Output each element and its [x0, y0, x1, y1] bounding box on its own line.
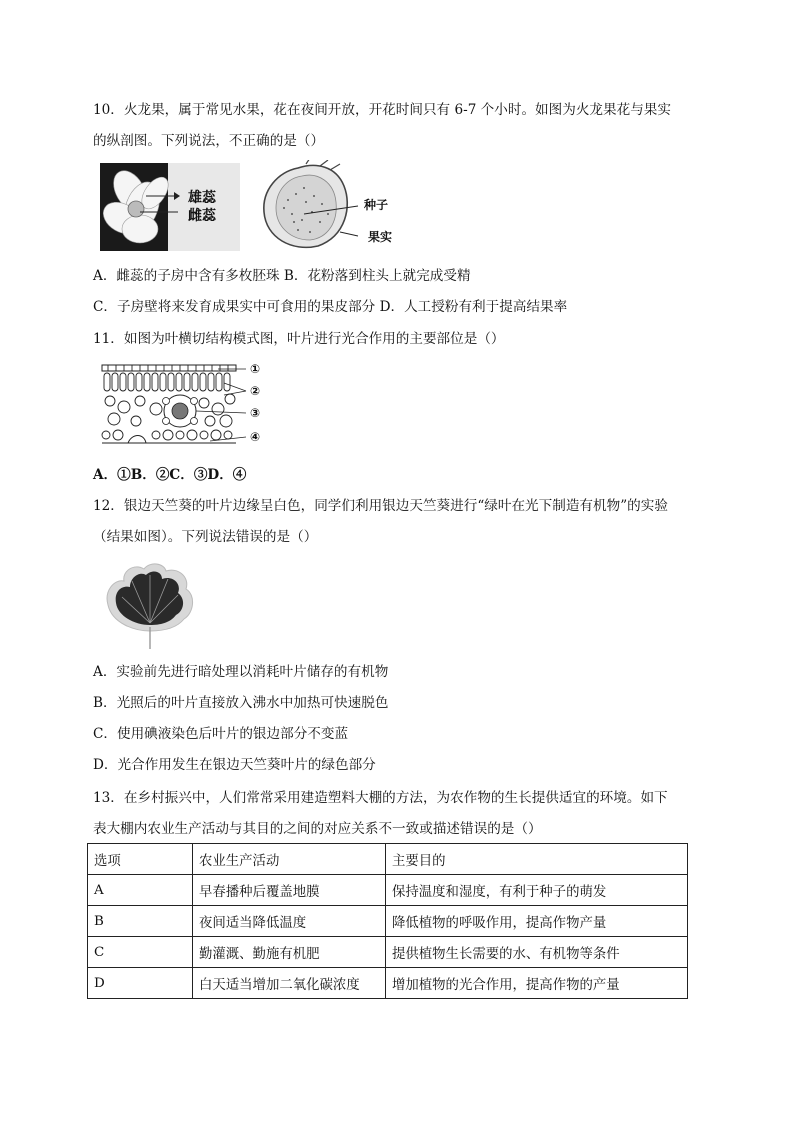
q13-table — [87, 843, 688, 999]
table-cell: 白天适当增加二氧化碳浓度 — [193, 968, 386, 999]
table-header-row — [88, 844, 688, 875]
fruit-label: 果实 — [368, 230, 393, 244]
q12-option-d: D．光合作用发生在银边天竺葵叶片的绿色部分 — [93, 757, 376, 773]
stamen-label: 雄蕊 — [188, 190, 216, 206]
table-cell: 夜间适当降低温度 — [193, 906, 386, 937]
table-cell: A — [88, 875, 193, 906]
q10-stem-line2: 的纵剖图。下列说法，不正确的是（） — [93, 133, 325, 149]
pitaya-fruit-figure — [258, 160, 408, 255]
q10-options-line2: C．子房壁将来发育成果实中可食用的果皮部分 D．人工授粉有利于提高结果率 — [93, 299, 568, 315]
leaf-label-3: ③ — [250, 406, 261, 420]
pitaya-flower-figure — [100, 163, 240, 251]
leaf-label-1: ① — [250, 362, 261, 376]
q13-stem-line2: 表大棚内农业生产活动与其目的之间的对应关系不一致或描述错误的是（） — [93, 821, 542, 837]
table-cell: 提供植物生长需要的水、有机物等条件 — [386, 937, 688, 968]
leaf-cross-section-figure — [100, 361, 270, 451]
q10-options-line1: A．雌蕊的子房中含有多枚胚珠 B．花粉落到柱头上就完成受精 — [93, 268, 471, 284]
q11-stem: 11．如图为叶横切结构模式图，叶片进行光合作用的主要部位是（） — [93, 331, 505, 347]
q12-option-a: A．实验前先进行暗处理以消耗叶片储存的有机物 — [93, 664, 389, 680]
table-cell: C — [88, 937, 193, 968]
pistil-label: 雌蕊 — [188, 208, 216, 224]
table-cell: 降低植物的呼吸作用，提高作物产量 — [386, 906, 688, 937]
table-header-cell: 主要目的 — [386, 844, 688, 875]
leaf-label-2: ② — [250, 384, 261, 398]
table-header-cell: 农业生产活动 — [193, 844, 386, 875]
table-row — [88, 906, 688, 937]
table-row — [88, 875, 688, 906]
geranium-leaf-figure — [104, 561, 196, 649]
table-cell: D — [88, 968, 193, 999]
seed-label: 种子 — [364, 198, 389, 212]
table-row — [88, 968, 688, 999]
table-cell: 保持温度和湿度，有利于种子的萌发 — [386, 875, 688, 906]
table-header-cell: 选项 — [88, 844, 193, 875]
leaf-label-4: ④ — [250, 430, 261, 444]
table-cell: B — [88, 906, 193, 937]
q11-options: A．①B．②C．③D．④ — [93, 467, 247, 483]
q12-option-b: B．光照后的叶片直接放入沸水中加热可快速脱色 — [93, 695, 389, 711]
table-cell: 早春播种后覆盖地膜 — [193, 875, 386, 906]
table-row — [88, 937, 688, 968]
q12-option-c: C．使用碘液染色后叶片的银边部分不变蓝 — [93, 726, 349, 742]
table-cell: 勤灌溉、勤施有机肥 — [193, 937, 386, 968]
q10-stem-line1: 10．火龙果，属于常见水果，花在夜间开放，开花时间只有 6-7 个小时。如图为火龙果花与果实 — [93, 102, 671, 118]
table-cell: 增加植物的光合作用，提高作物的产量 — [386, 968, 688, 999]
q12-stem-line1: 12．银边天竺葵的叶片边缘呈白色，同学们利用银边天竺葵进行“绿叶在光下制造有机物”的实验 — [93, 498, 668, 514]
q12-stem-line2: （结果如图）。下列说法错误的是（） — [93, 529, 318, 545]
q13-stem-line1: 13．在乡村振兴中，人们常常采用建造塑料大棚的方法，为农作物的生长提供适宜的环境。如下 — [93, 790, 668, 806]
